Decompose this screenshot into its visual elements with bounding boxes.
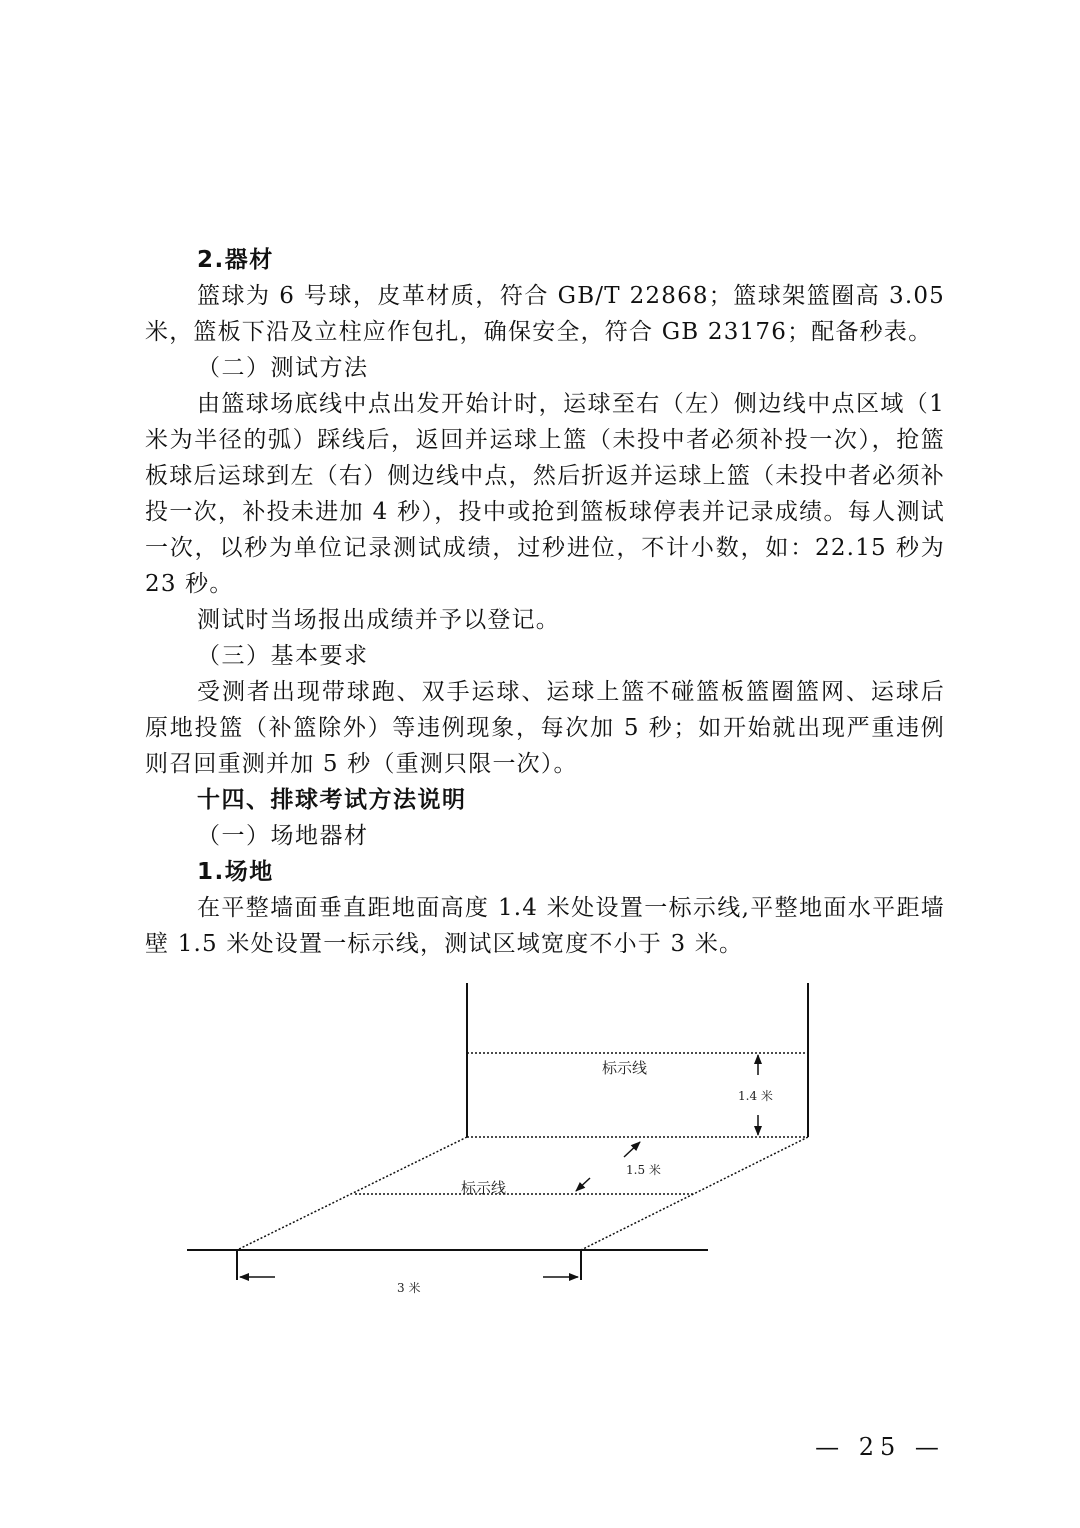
venue-equipment-subheading: （一）场地器材 (197, 823, 369, 849)
distance-label: 1.5 米 (626, 1163, 661, 1177)
requirements-heading: （三）基本要求 (197, 643, 369, 669)
document-body (145, 242, 945, 962)
distance-arrow-up (624, 1142, 640, 1157)
requirements-paragraph: 受测者出现带球跑、双手运球、运球上篮不碰篮板篮圈篮网、运球后原地投篮（补篮除外）等违例现象，每次加 5 秒；如开始就出现严重违例则召回重测并加 5 秒（重测只限一次）。 (145, 679, 945, 777)
test-method-heading: （二）测试方法 (197, 355, 369, 381)
width-label: 3 米 (397, 1281, 421, 1295)
venue-item-heading: 1.场地 (197, 859, 274, 885)
distance-arrow-down (576, 1178, 590, 1191)
equipment-heading: 2.器材 (197, 247, 274, 273)
page-number: — 25 — (815, 1433, 945, 1461)
wall-mark-label: 标示线 (602, 1059, 648, 1077)
volleyball-heading: 十四、排球考试方法说明 (197, 787, 467, 813)
test-record-paragraph: 测试时当场报出成绩并予以登记。 (197, 607, 560, 633)
height-label: 1.4 米 (738, 1089, 773, 1103)
equipment-paragraph: 篮球为 6 号球，皮革材质，符合 GB/T 22868；篮球架篮圈高 3.05 米，篮板下沿及立柱应作包扎，确保安全，符合 GB 23176；配备秒表。 (145, 283, 945, 345)
test-method-paragraph: 由篮球场底线中点出发开始计时，运球至右（左）侧边线中点区域（1 米为半径的弧）踩线后，返回并运球上篮（未投中者必须补投一次），抢篮板球后运球到左（右）侧边线中点，然后折返并运球上篮（未投中者必须补投一次，补投未进加 4 秒），投中或抢到篮板球停表并记录成绩。每人测试一次，以秒为单位记录测试成绩，过秒进位，不计小数，如：22.15 秒为 23 秒。 (145, 391, 945, 597)
venue-paragraph: 在平整墙面垂直距地面高度 1.4 米处设置一标示线,平整地面水平距墙壁 1.5 米处设置一标示线，测试区域宽度不小于 3 米。 (145, 895, 945, 957)
volleyball-test-area-diagram (0, 970, 1080, 1310)
floor-mark-label: 标示线 (461, 1179, 507, 1197)
